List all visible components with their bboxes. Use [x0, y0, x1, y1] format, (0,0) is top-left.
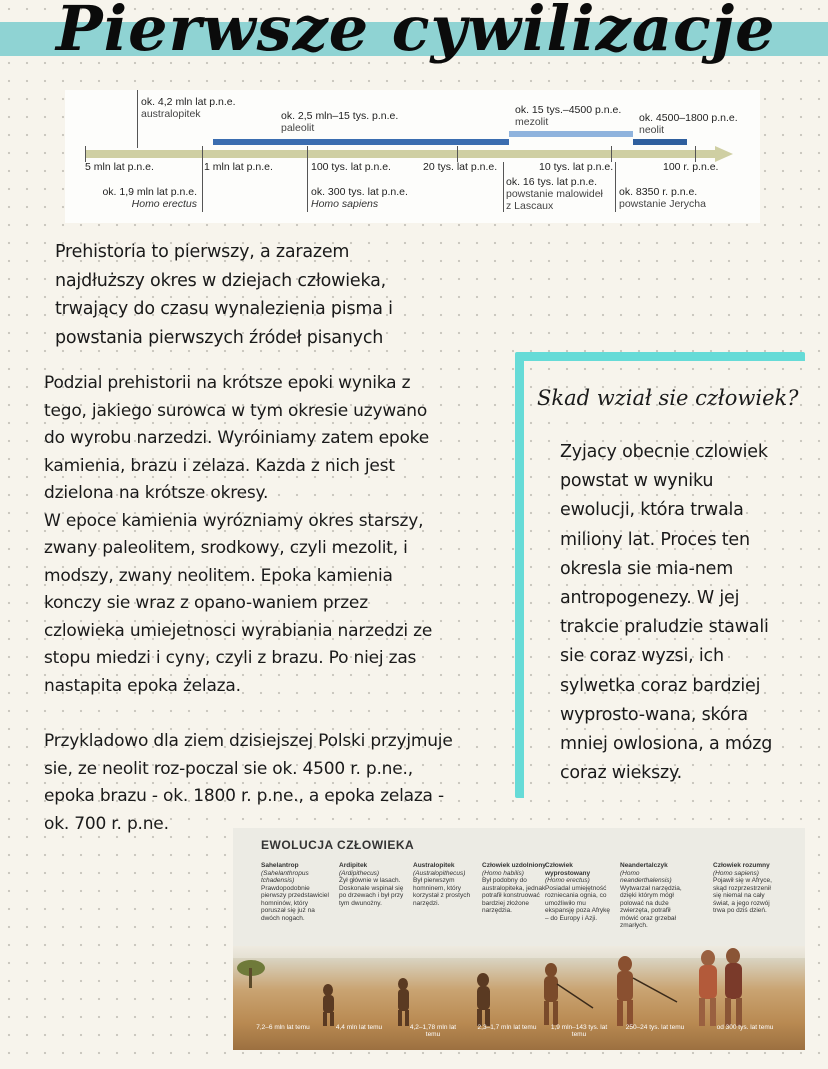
species-column: Neandertalczyk (Homo neanderthalensis) Wytwarzał narzędzia, dzięki którym mógł polować na duże zwierzęta, potrafił mówić oraz grzebał zmarłych. [620, 862, 682, 929]
axis-tick [695, 146, 696, 162]
paleolit-bar [213, 139, 509, 145]
axis-label: 10 tys. lat p.n.e. [539, 161, 614, 173]
species-date: 2,3–1,7 mln lat temu [477, 1024, 537, 1031]
species-column: Człowiek uzdolniony (Homo habilis) Był podobny do australopiteka, jednak potrafił konstruować bardziej złożone narzędzia. [482, 862, 546, 914]
timeline-marker [202, 162, 203, 212]
species-date: 1,9 mln–143 tys. lat temu [550, 1024, 608, 1038]
timeline-bottom-label: ok. 300 tys. lat p.n.e. Homo sapiens [311, 186, 408, 210]
species-column: Australopitek (Australopithecus) Był pierwszym homninem, który korzystał z prostych narzędzi. [413, 862, 471, 907]
origin-box-text: Zyjacy obecnie czlowiek powstat w wyniku ewolucji, która trwala miliony lat. Proces ten okresla sie mia-nem antropogenezy. W jej trakcie praludzie stawali sie coraz wyzsi, ich sylwetka coraz bardziej wyprosto-wana, skóra mniej owlosiona, a mózg coraz wiekszy. [560, 442, 773, 784]
timeline-top-label: ok. 4500–1800 p.n.e. neolit [639, 112, 738, 136]
species-date: 250–24 tys. lat temu [625, 1024, 685, 1031]
species-column: Sahelantrop (Sahelanthropus tchadensis) Prawdopodobnie pierwszy przedstawiciel homninów, który poruszał się już na dwóch nogach. [261, 862, 329, 922]
timeline-marker [307, 162, 308, 212]
timeline-bottom-label: ok. 16 tys. lat p.n.e. powstanie malowideł z Lascaux [506, 176, 603, 212]
axis-label: 100 r. p.n.e. [663, 161, 719, 173]
species-date: od 300 tys. lat temu [716, 1024, 774, 1031]
axis-tick [307, 146, 308, 162]
axis-label: 100 tys. lat p.n.e. [311, 161, 391, 173]
timeline-marker [137, 90, 138, 148]
timeline-bottom-label: ok. 1,9 mln lat p.n.e. Homo erectus [102, 186, 197, 210]
intro-paragraph: Prehistoria to pierwszy, a zarazem najdłuższy okres w dziejach człowieka, trwający do czasu wynalezienia pisma i powstania pierwszych źródeł pisanych [55, 242, 393, 348]
timeline-axis [85, 150, 715, 158]
example-paragraph: Przykladowo dla ziem dzisiejszej Polski przyjmuje sie, ze neolit roz-poczal sie ok. 4500 r. p.ne., epoka brazu - ok. 1800 r. p.ne., a epoka zelaza - ok. 700 r. p.ne. [44, 731, 453, 834]
page-title: Pierwsze cywilizacje [56, 0, 776, 65]
timeline-top-label: ok. 15 tys.–4500 p.n.e. mezolit [515, 104, 622, 128]
hominid-figures [233, 928, 805, 1050]
axis-tick [85, 146, 86, 162]
axis-label: 20 tys. lat p.n.e. [423, 161, 498, 173]
timeline-top-label: ok. 4,2 mln lat p.n.e. australopitek [141, 96, 236, 120]
timeline-arrow [715, 146, 733, 162]
species-date: 4,4 mln lat temu [335, 1024, 383, 1031]
species-date: 7,2–6 mln lat temu [256, 1024, 310, 1031]
axis-tick [202, 146, 203, 162]
axis-label: 5 mln lat p.n.e. [85, 161, 154, 173]
axis-label: 1 mln lat p.n.e. [204, 161, 273, 173]
origin-box-heading: Skad wział sie człowiek? [537, 386, 799, 410]
timeline-marker [615, 162, 616, 212]
evolution-illustration [233, 828, 805, 1050]
prehistory-timeline [65, 90, 760, 223]
timeline-top-label: ok. 2,5 mln–15 tys. p.n.e. paleolit [281, 110, 399, 134]
mezolit-bar [509, 131, 633, 137]
axis-tick [457, 146, 458, 162]
timeline-bottom-label: ok. 8350 r. p.n.e. powstanie Jerycha [619, 186, 706, 210]
timeline-marker [503, 162, 504, 212]
axis-tick [611, 146, 612, 162]
species-column: Człowiek rozumny (Homo sapiens) Pojawił się w Afryce, skąd rozprzestrzenił się niemal na cały świat, a jego rozwój trwa po dziś dzień. [713, 862, 772, 914]
species-date: 4,2–1,78 mln lat temu [409, 1024, 457, 1038]
species-column: Ardipitek (Ardipithecus) Żył głównie w lasach. Doskonale wspinał się po drzewach i był przy tym dwunożny. [339, 862, 404, 907]
species-column: Człowiek wyprostowany (Homo erectus) Posiadał umiejętność rozniecania ognia, co umożliwiło mu ekspansję poza Afrykę – do Europy i Azji. [545, 862, 611, 922]
evolution-title: EWOLUCJA CZŁOWIEKA [261, 838, 415, 852]
neolit-bar [633, 139, 687, 145]
main-paragraph: Podzial prehistorii na krótsze epoki wynika z tego, jakiego surowca w tym okresie uzywano do wyrobu narzedzi. Wyróiniamy zatem epoke kamienia, brazu i zelaza. Kazda z nich jest dzielona na krótsze okresy. W epoce kamienia wyrózniamy okres starszy, zwany paleolitem, srodkowy, czyli mezolit, i modszy, zwany neolitem. Epoka kamienia konczy sie wraz z opano-waniem przez czlowieka umiejetnosci wyrabiania narzedzi ze stopu miedzi i cyny, czyli z brazu. Po niej zas nastapita epoka żelaza. [44, 373, 433, 696]
